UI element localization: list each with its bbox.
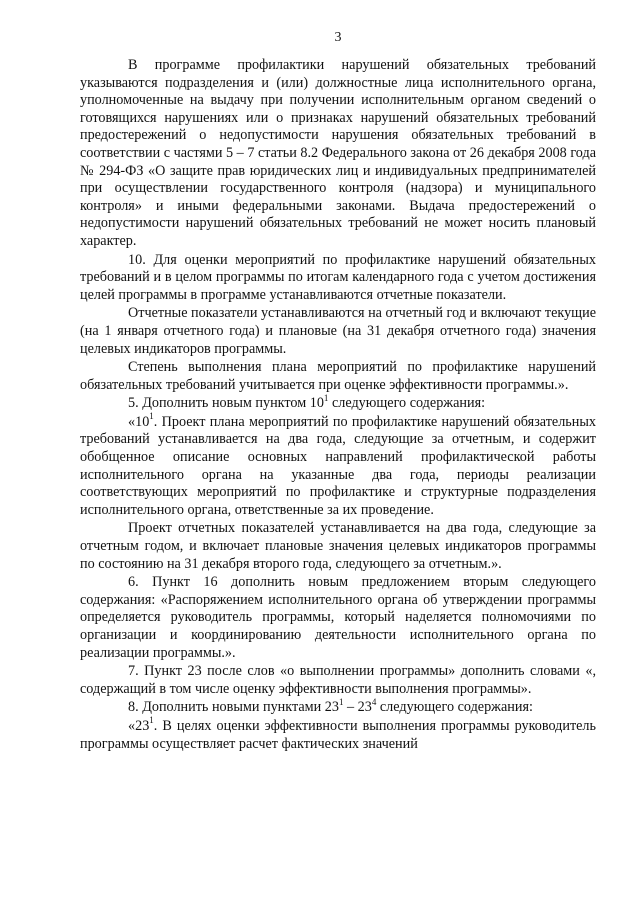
superscript: 1 bbox=[149, 715, 154, 726]
superscript: 4 bbox=[371, 696, 377, 707]
paragraph: 6. Пункт 16 дополнить новым предложением вторым следующего содержания: «Распоряжением исполнительного органа об утверждении программы определяется руководитель программы, который наделяется полномочиями по организации и координированию деятельности исполнительного органа по реализации программы.». bbox=[80, 574, 596, 661]
text-run: следующего содержания: bbox=[328, 395, 486, 412]
paragraph bbox=[80, 392, 596, 413]
superscript: 1 bbox=[323, 392, 329, 403]
text-run: 5. Дополнить новым пунктом 10 bbox=[128, 395, 324, 412]
page-number: 3 bbox=[334, 30, 342, 45]
superscript: 1 bbox=[338, 696, 344, 707]
paragraph: В программе профилактики нарушений обязательных требований указываются подразделения и (или) должностные лица исполнительного органа, уполномоченные на выдачу при получении исполнительным органом сведений о готовящихся нарушениях или о признаках нарушений обязательных требований предостережений о недопустимости нарушения обязательных требований в соответствии с частями 5 – 7 статьи 8.2 Федерального закона от 26 декабря 2008 года № 294-ФЗ «О защите прав юридических лиц и индивидуальных предпринимателей при осуществлении государственного контроля (надзора) и муниципального контроля» и иными федеральными законами. Выдача предостережений о недопустимости нарушений обязательных требований не может носить плановый характер. bbox=[80, 57, 596, 249]
paragraph: Степень выполнения плана мероприятий по профилактике нарушений обязательных требований учитывается при оценке эффективности программы.». bbox=[80, 359, 596, 393]
superscript: 1 bbox=[149, 411, 154, 422]
paragraph: Отчетные показатели устанавливаются на отчетный год и включают текущие (на 1 января отчетного года) и плановые (на 31 декабря отчетного года) значения целевых индикаторов программы. bbox=[80, 305, 596, 357]
paragraph: 10. Для оценки мероприятий по профилактике нарушений обязательных требований и в целом программы по итогам календарного года с учетом достижения целей программы в программе устанавливаются отчетные показатели. bbox=[80, 251, 596, 303]
text-run: . В целях оценки эффективности выполнения программы руководитель программы осуществляет расчет фактических значений bbox=[80, 717, 596, 752]
text-run: «10 bbox=[128, 413, 150, 430]
paragraph: Проект отчетных показателей устанавливается на два года, следующие за отчетным годом, и включает плановые значения целевых индикаторов программы по состоянию на 31 декабря второго года, следующего за отчетным.». bbox=[80, 520, 596, 572]
paragraph: 7. Пункт 23 после слов «о выполнении программы» дополнить словами «, содержащий в том числе оценку эффективности выполнения программы». bbox=[80, 663, 596, 697]
text-run: – 23 bbox=[343, 699, 372, 716]
paragraph bbox=[80, 715, 596, 753]
text-run: следующего содержания: bbox=[376, 699, 533, 716]
text-run: «23 bbox=[128, 717, 150, 734]
paragraph bbox=[80, 696, 596, 717]
paragraph bbox=[80, 411, 596, 520]
text-run: . Проект плана мероприятий по профилактике нарушений обязательных требований устанавливается на два года, следующие за отчетным, и содержит обобщенное описание основных направлений профилактической работы исполнительного органа на указанные два года, периоды реализации соответствующих мероприятий по профилактике и структурные подразделения исполнительного органа, ответственные за их проведение. bbox=[80, 413, 596, 518]
text-run: 8. Дополнить новыми пунктами 23 bbox=[128, 699, 339, 716]
document-page bbox=[80, 30, 596, 754]
